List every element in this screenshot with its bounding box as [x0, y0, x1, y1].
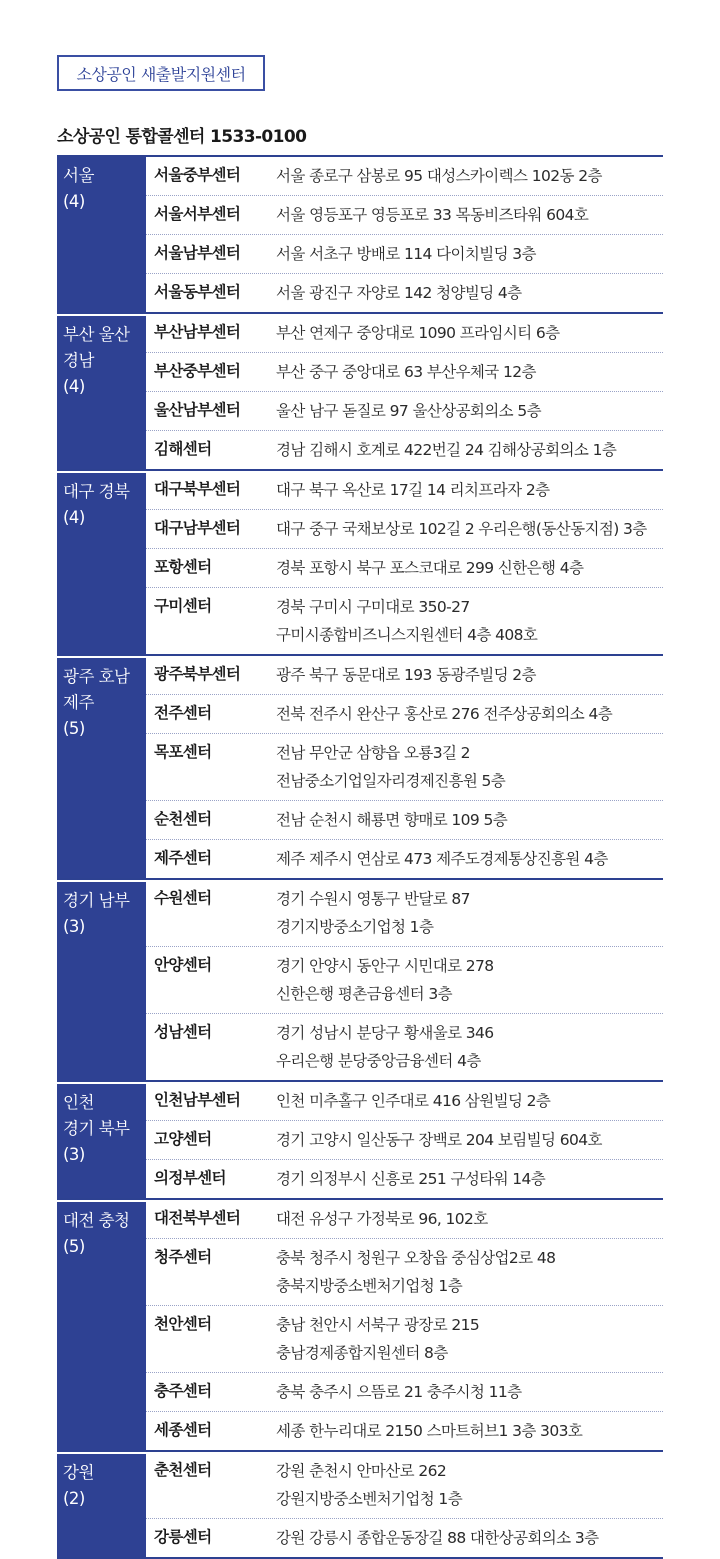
hotline-heading: 소상공인 통합콜센터 1533-0100: [57, 127, 307, 147]
region-label: [57, 656, 146, 878]
center-address: [276, 397, 663, 425]
address-line: 서울 광진구 자양로 142 청양빌딩 4층: [276, 284, 522, 302]
center-row: [146, 694, 663, 733]
center-name: 제주센터: [154, 849, 212, 867]
center-address: [276, 201, 663, 229]
center-address: [276, 1457, 663, 1513]
center-name: 청주센터: [154, 1248, 212, 1266]
region-label-line: 인천: [63, 1093, 94, 1112]
address-line: 부산 중구 중앙대로 63 부산우체국 12층: [276, 363, 536, 381]
region-label-line: (5): [63, 719, 85, 738]
region-label: [57, 1200, 146, 1450]
region-label-line: 대구 경북: [63, 482, 130, 501]
address-line: 충북지방중소벤처기업청 1층: [276, 1277, 463, 1295]
center-address: [276, 885, 663, 941]
region-label: [57, 880, 146, 1080]
center-row: [146, 273, 663, 312]
region-label-line: 부산 울산: [63, 325, 130, 344]
center-row: [146, 1200, 663, 1238]
center-name: 대구북부센터: [154, 480, 241, 498]
region-label: [57, 1452, 146, 1557]
center-row: [146, 1013, 663, 1080]
address-line: 우리은행 분당중앙금융센터 4층: [276, 1052, 481, 1070]
address-line: 전북 전주시 완산구 홍산로 276 전주상공회의소 4층: [276, 705, 613, 723]
center-name: 인천남부센터: [154, 1091, 241, 1109]
region-label-line: 대전 충청: [63, 1211, 130, 1230]
region-label-line: 경남: [63, 351, 94, 370]
center-name: 세종센터: [154, 1421, 212, 1439]
region-group: [57, 1080, 663, 1198]
center-row: [146, 195, 663, 234]
center-row: [146, 1518, 663, 1557]
center-address: [276, 1087, 663, 1115]
page-title: 소상공인 새출발지원센터: [57, 55, 265, 91]
region-label: [57, 157, 146, 312]
center-row: [146, 656, 663, 694]
region-group: [57, 1198, 663, 1450]
center-address: [276, 1244, 663, 1300]
address-line: 경기지방중소기업청 1층: [276, 918, 434, 936]
center-name: 구미센터: [154, 597, 212, 615]
center-row: [146, 509, 663, 548]
center-address: [276, 1311, 663, 1367]
address-line: 제주 제주시 연삼로 473 제주도경제통상진흥원 4층: [276, 850, 608, 868]
address-line: 경남 김해시 호계로 422번길 24 김해상공회의소 1층: [276, 441, 617, 459]
center-address: [276, 1205, 663, 1233]
address-line: 부산 연제구 중앙대로 1090 프라임시티 6층: [276, 324, 560, 342]
address-line: 전남 순천시 해룡면 향매로 109 5층: [276, 811, 508, 829]
region-label-line: (4): [63, 192, 85, 211]
center-row: [146, 1238, 663, 1305]
center-name: 순천센터: [154, 810, 212, 828]
center-row: [146, 1452, 663, 1518]
center-row: [146, 352, 663, 391]
address-line: 경기 의정부시 신흥로 251 구성타워 14층: [276, 1170, 546, 1188]
region-group: [57, 654, 663, 878]
center-row: [146, 946, 663, 1013]
region-label: [57, 1082, 146, 1198]
address-line: 전남 무안군 삼향읍 오룡3길 2: [276, 744, 470, 762]
center-address: [276, 1378, 663, 1406]
address-line: 서울 종로구 삼봉로 95 대성스카이렉스 102동 2층: [276, 167, 602, 185]
address-line: 구미시종합비즈니스지원센터 4층 408호: [276, 626, 538, 644]
address-line: 울산 남구 돋질로 97 울산상공회의소 5층: [276, 402, 542, 420]
address-line: 경기 수원시 영통구 반달로 87: [276, 890, 470, 908]
center-name: 고양센터: [154, 1130, 212, 1148]
center-name: 서울남부센터: [154, 244, 241, 262]
center-name: 울산남부센터: [154, 401, 241, 419]
center-name: 대전북부센터: [154, 1209, 241, 1227]
center-row: [146, 548, 663, 587]
center-name: 목포센터: [154, 743, 212, 761]
region-label-line: 경기 남부: [63, 891, 130, 910]
center-name: 천안센터: [154, 1315, 212, 1333]
center-row: [146, 587, 663, 654]
region-group: [57, 878, 663, 1080]
address-line: 경기 안양시 동안구 시민대로 278: [276, 957, 494, 975]
address-line: 세종 한누리대로 2150 스마트허브1 3층 303호: [276, 1422, 583, 1440]
center-address: [276, 162, 663, 190]
address-line: 경기 성남시 분당구 황새울로 346: [276, 1024, 494, 1042]
region-label-line: 광주 호남: [63, 667, 130, 686]
region-label-line: 강원: [63, 1463, 94, 1482]
region-group: [57, 157, 663, 312]
center-row: [146, 391, 663, 430]
region-group: [57, 1450, 663, 1557]
region-label-line: 서울: [63, 166, 94, 185]
center-row: [146, 1372, 663, 1411]
center-address: [276, 845, 663, 873]
center-name: 수원센터: [154, 889, 212, 907]
center-row: [146, 314, 663, 352]
region-label-line: 경기 북부: [63, 1119, 130, 1138]
center-row: [146, 1305, 663, 1372]
center-row: [146, 800, 663, 839]
center-address: [276, 661, 663, 689]
center-address: [276, 1126, 663, 1154]
center-row: [146, 1411, 663, 1450]
center-name: 의정부센터: [154, 1169, 226, 1187]
region-label-line: 제주: [63, 693, 94, 712]
center-name: 부산남부센터: [154, 323, 241, 341]
address-line: 충북 충주시 으뜸로 21 충주시청 11층: [276, 1383, 522, 1401]
region-label-line: (2): [63, 1489, 85, 1508]
center-name: 광주북부센터: [154, 665, 241, 683]
center-row: [146, 1120, 663, 1159]
center-row: [146, 430, 663, 469]
region-label-line: (5): [63, 1237, 85, 1256]
address-line: 강원지방중소벤처기업청 1층: [276, 1490, 463, 1508]
address-line: 충북 청주시 청원구 오창읍 중심상업2로 48: [276, 1249, 556, 1267]
center-address: [276, 476, 663, 504]
center-address: [276, 1019, 663, 1075]
center-row: [146, 1082, 663, 1120]
region-label: [57, 471, 146, 654]
center-name: 춘천센터: [154, 1461, 212, 1479]
center-address: [276, 515, 663, 543]
address-line: 전남중소기업일자리경제진흥원 5층: [276, 772, 506, 790]
center-name: 전주센터: [154, 704, 212, 722]
center-name: 성남센터: [154, 1023, 212, 1041]
center-address: [276, 240, 663, 268]
address-line: 서울 서초구 방배로 114 다이치빌딩 3층: [276, 245, 536, 263]
center-name: 포항센터: [154, 558, 212, 576]
center-address: [276, 1165, 663, 1193]
region-label-line: (4): [63, 508, 85, 527]
center-row: [146, 839, 663, 878]
address-line: 대구 중구 국채보상로 102길 2 우리은행(동산동지점) 3층: [276, 520, 647, 538]
center-row: [146, 471, 663, 509]
center-name: 충주센터: [154, 1382, 212, 1400]
center-name: 안양센터: [154, 956, 212, 974]
center-name: 대구남부센터: [154, 519, 241, 537]
center-table: [57, 155, 663, 1559]
center-address: [276, 279, 663, 307]
region-label-line: (4): [63, 377, 85, 396]
center-address: [276, 1524, 663, 1552]
address-line: 서울 영등포구 영등포로 33 목동비즈타워 604호: [276, 206, 589, 224]
region-label: [57, 314, 146, 469]
center-address: [276, 593, 663, 649]
center-row: [146, 880, 663, 946]
center-row: [146, 1159, 663, 1198]
address-line: 충남경제종합지원센터 8층: [276, 1344, 448, 1362]
center-name: 서울중부센터: [154, 166, 241, 184]
center-row: [146, 157, 663, 195]
center-address: [276, 554, 663, 582]
center-address: [276, 952, 663, 1008]
region-group: [57, 312, 663, 469]
center-address: [276, 436, 663, 464]
center-name: 김해센터: [154, 440, 212, 458]
address-line: 대전 유성구 가정북로 96, 102호: [276, 1210, 488, 1228]
address-line: 인천 미추홀구 인주대로 416 삼원빌딩 2층: [276, 1092, 551, 1110]
center-row: [146, 733, 663, 800]
center-name: 부산중부센터: [154, 362, 241, 380]
region-label-line: (3): [63, 1145, 85, 1164]
address-line: 경북 구미시 구미대로 350-27: [276, 598, 470, 616]
address-line: 경북 포항시 북구 포스코대로 299 신한은행 4층: [276, 559, 584, 577]
center-row: [146, 234, 663, 273]
address-line: 광주 북구 동문대로 193 동광주빌딩 2층: [276, 666, 536, 684]
center-address: [276, 1417, 663, 1445]
center-name: 서울서부센터: [154, 205, 241, 223]
center-address: [276, 358, 663, 386]
center-name: 서울동부센터: [154, 283, 241, 301]
center-name: 강릉센터: [154, 1528, 212, 1546]
center-address: [276, 739, 663, 795]
address-line: 대구 북구 옥산로 17길 14 리치프라자 2층: [276, 481, 550, 499]
address-line: 강원 춘천시 안마산로 262: [276, 1462, 447, 1480]
center-address: [276, 700, 663, 728]
address-line: 경기 고양시 일산동구 장백로 204 보림빌딩 604호: [276, 1131, 602, 1149]
address-line: 강원 강릉시 종합운동장길 88 대한상공회의소 3층: [276, 1529, 599, 1547]
address-line: 신한은행 평촌금융센터 3층: [276, 985, 453, 1003]
region-group: [57, 469, 663, 654]
region-label-line: (3): [63, 917, 85, 936]
center-address: [276, 806, 663, 834]
address-line: 충남 천안시 서북구 광장로 215: [276, 1316, 480, 1334]
center-address: [276, 319, 663, 347]
